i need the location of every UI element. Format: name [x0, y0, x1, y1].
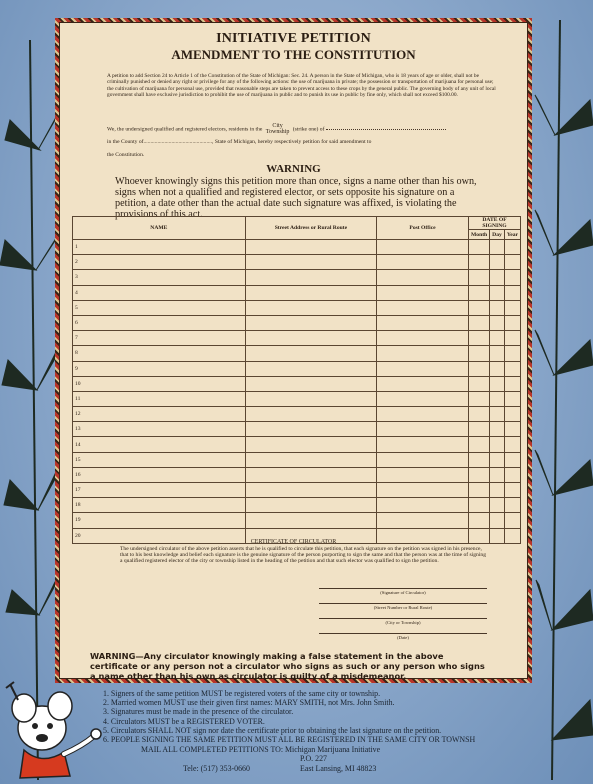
- row-number[interactable]: 5: [73, 300, 246, 315]
- address-cell[interactable]: [245, 240, 376, 255]
- month-cell[interactable]: [469, 240, 490, 255]
- city-fill-line[interactable]: [326, 129, 446, 130]
- phone-number: Tele: (517) 353-0660: [183, 764, 250, 773]
- year-cell[interactable]: [504, 391, 520, 406]
- signature-row[interactable]: [73, 437, 521, 452]
- row-number[interactable]: 2: [73, 255, 246, 270]
- year-cell[interactable]: [504, 300, 520, 315]
- signature-table: [72, 216, 521, 544]
- postoffice-cell[interactable]: [377, 498, 469, 513]
- circulator-signature-line[interactable]: (Signature of Circulator): [319, 588, 487, 595]
- day-cell[interactable]: [490, 270, 505, 285]
- col-day-header: Day: [490, 230, 505, 240]
- month-cell[interactable]: [469, 498, 490, 513]
- row-number[interactable]: 4: [73, 285, 246, 300]
- address-cell[interactable]: [245, 346, 376, 361]
- month-cell[interactable]: [469, 300, 490, 315]
- signature-row[interactable]: [73, 270, 521, 285]
- postoffice-cell[interactable]: [377, 346, 469, 361]
- day-cell[interactable]: [490, 437, 505, 452]
- petition-title: INITIATIVE PETITION: [216, 31, 371, 46]
- month-cell[interactable]: [469, 255, 490, 270]
- warning-heading: WARNING: [266, 163, 321, 175]
- postoffice-cell[interactable]: [377, 437, 469, 452]
- row-number[interactable]: 9: [73, 361, 246, 376]
- address-cell[interactable]: [245, 285, 376, 300]
- resolution-text-a: We, the undersigned qualified and registered electors, residents in the: [107, 126, 263, 133]
- col-address-header: Street Address or Rural Route: [245, 217, 376, 240]
- col-month-header: Month: [469, 230, 490, 240]
- row-number[interactable]: 15: [73, 452, 246, 467]
- year-cell[interactable]: [504, 422, 520, 437]
- year-cell[interactable]: [504, 255, 520, 270]
- signature-row[interactable]: [73, 255, 521, 270]
- address-cell[interactable]: [245, 483, 376, 498]
- circulator-warning: WARNING—Any circulator knowingly making a false statement in the above certificate or any person not a circulator who signs as such or any person who signs a name other than his own as circulator is guilty of a misdemeanor.: [90, 651, 485, 681]
- postoffice-cell[interactable]: [377, 391, 469, 406]
- address-cell[interactable]: [245, 391, 376, 406]
- address-cell[interactable]: [245, 270, 376, 285]
- resolution-line-3: the Constitution.: [107, 152, 145, 158]
- day-cell[interactable]: [490, 513, 505, 528]
- day-cell[interactable]: [490, 407, 505, 422]
- year-cell[interactable]: [504, 285, 520, 300]
- month-cell[interactable]: [469, 452, 490, 467]
- month-cell[interactable]: [469, 361, 490, 376]
- year-cell[interactable]: [504, 437, 520, 452]
- address-cell[interactable]: [245, 437, 376, 452]
- day-cell[interactable]: [490, 285, 505, 300]
- signature-row[interactable]: [73, 331, 521, 346]
- postoffice-cell[interactable]: [377, 270, 469, 285]
- signature-row[interactable]: [73, 483, 521, 498]
- year-cell[interactable]: [504, 331, 520, 346]
- postoffice-cell[interactable]: [377, 376, 469, 391]
- month-cell[interactable]: [469, 376, 490, 391]
- row-number[interactable]: 16: [73, 467, 246, 482]
- row-number[interactable]: 7: [73, 331, 246, 346]
- month-cell[interactable]: [469, 270, 490, 285]
- row-number[interactable]: 10: [73, 376, 246, 391]
- col-postoffice-header: Post Office: [377, 217, 469, 240]
- year-cell[interactable]: [504, 270, 520, 285]
- day-cell[interactable]: [490, 300, 505, 315]
- petition-border-frame: [55, 18, 532, 683]
- instruction-item: 5. Circulators SHALL NOT sign nor date the certificate prior to obtaining the last signature on the petition.: [103, 725, 442, 735]
- day-cell[interactable]: [490, 331, 505, 346]
- city-township-choice: [266, 123, 290, 135]
- row-number[interactable]: 1: [73, 240, 246, 255]
- month-cell[interactable]: [469, 331, 490, 346]
- address-cell[interactable]: [245, 407, 376, 422]
- month-cell[interactable]: [469, 391, 490, 406]
- postoffice-cell[interactable]: [377, 361, 469, 376]
- instruction-item: 3. Signatures must be made in the presence of the circulator.: [103, 707, 294, 717]
- day-cell[interactable]: [490, 483, 505, 498]
- resolution-line-2: in the County of................................................., State of Michigan, hereby respectively petition for said amendment to: [107, 139, 372, 145]
- address-cell[interactable]: [245, 255, 376, 270]
- day-cell[interactable]: [490, 346, 505, 361]
- day-cell[interactable]: [490, 391, 505, 406]
- address-cell[interactable]: [245, 498, 376, 513]
- resolution-text-b: (strike one) of: [292, 126, 325, 133]
- row-number[interactable]: 3: [73, 270, 246, 285]
- signature-row[interactable]: [73, 452, 521, 467]
- month-cell[interactable]: [469, 483, 490, 498]
- year-cell[interactable]: [504, 498, 520, 513]
- day-cell[interactable]: [490, 422, 505, 437]
- month-cell[interactable]: [469, 285, 490, 300]
- address-cell[interactable]: [245, 513, 376, 528]
- year-cell[interactable]: [504, 240, 520, 255]
- year-cell[interactable]: [504, 376, 520, 391]
- postoffice-cell[interactable]: [377, 483, 469, 498]
- month-cell[interactable]: [469, 407, 490, 422]
- address-cell[interactable]: [245, 315, 376, 330]
- postoffice-cell[interactable]: [377, 407, 469, 422]
- postoffice-cell[interactable]: [377, 255, 469, 270]
- circulator-date-line[interactable]: (Date): [319, 633, 487, 640]
- day-cell[interactable]: [490, 467, 505, 482]
- row-number[interactable]: 20: [73, 528, 246, 543]
- postoffice-cell[interactable]: [377, 300, 469, 315]
- address-cell[interactable]: [245, 361, 376, 376]
- postoffice-cell[interactable]: [377, 452, 469, 467]
- address-cell[interactable]: [245, 467, 376, 482]
- month-cell[interactable]: [469, 513, 490, 528]
- certificate-text: The undersigned circulator of the above petition asserts that he is qualified to circulate this petition, that each signature on the petition was signed in his presence, that to his best knowledge and belief each signature is the genuine signature of the person purporting to sign the same and that the person was at the time of signing a qualified registered elector of the city or township listed in the heading of the petition and that such elector was qualified to sign the petition.: [120, 546, 486, 565]
- signature-row[interactable]: [73, 315, 521, 330]
- row-number[interactable]: 8: [73, 346, 246, 361]
- month-cell[interactable]: [469, 315, 490, 330]
- postoffice-cell[interactable]: [377, 315, 469, 330]
- year-cell[interactable]: [504, 452, 520, 467]
- day-cell[interactable]: [490, 240, 505, 255]
- instruction-item: 1. Signers of the same petition MUST be registered voters of the same city or township.: [103, 689, 381, 698]
- postoffice-cell[interactable]: [377, 513, 469, 528]
- year-cell[interactable]: [504, 513, 520, 528]
- day-cell[interactable]: [490, 452, 505, 467]
- signature-row[interactable]: [73, 376, 521, 391]
- postoffice-cell[interactable]: [377, 422, 469, 437]
- circulator-city-line[interactable]: (City or Township): [319, 618, 487, 625]
- month-cell[interactable]: [469, 467, 490, 482]
- month-cell[interactable]: [469, 422, 490, 437]
- row-number[interactable]: 6: [73, 315, 246, 330]
- address-cell[interactable]: [245, 452, 376, 467]
- row-number[interactable]: 13: [73, 422, 246, 437]
- city-label: City: [272, 123, 283, 129]
- col-year-header: Year: [504, 230, 520, 240]
- address-cell[interactable]: [245, 422, 376, 437]
- postoffice-cell[interactable]: [377, 240, 469, 255]
- row-number[interactable]: 11: [73, 391, 246, 406]
- year-cell[interactable]: [504, 483, 520, 498]
- signature-row[interactable]: [73, 300, 521, 315]
- day-cell[interactable]: [490, 498, 505, 513]
- signature-row[interactable]: [73, 498, 521, 513]
- year-cell[interactable]: [504, 361, 520, 376]
- instruction-item: 2. Married women MUST use their given first names: MARY SMITH, not Mrs. John Smith.: [103, 698, 395, 708]
- instruction-item: 6. PEOPLE SIGNING THE SAME PETITION MUST ALL BE REGISTERED IN THE SAME CITY OR TOWNSH: [103, 735, 476, 745]
- postoffice-cell[interactable]: [377, 285, 469, 300]
- day-cell[interactable]: [490, 361, 505, 376]
- signature-row[interactable]: [73, 407, 521, 422]
- township-label: Township: [265, 129, 290, 135]
- day-cell[interactable]: [490, 315, 505, 330]
- petition-instructions: [103, 689, 543, 744]
- instruction-item: 4. Circulators MUST be a REGISTERED VOTER.: [103, 716, 265, 726]
- warning-text: Whoever knowingly signs this petition more than once, signs a name other than his own, signs when not a qualified and registered elector, or sets opposite his signature on a petition, a date other than the actual date such signature was affixed, is violating the provisions of this act.: [115, 176, 477, 220]
- col-date-header: DATE OF SIGNING: [469, 217, 521, 230]
- month-cell[interactable]: [469, 346, 490, 361]
- month-cell[interactable]: [469, 437, 490, 452]
- postoffice-cell[interactable]: [377, 331, 469, 346]
- year-cell[interactable]: [504, 407, 520, 422]
- mailing-instruction: MAIL ALL COMPLETED PETITIONS TO: Michigan Marijuana Initiative: [141, 745, 381, 754]
- signature-row[interactable]: [73, 391, 521, 406]
- petition-form: [59, 22, 528, 679]
- signature-row[interactable]: [73, 513, 521, 528]
- col-name-header: NAME: [73, 217, 246, 240]
- signature-row[interactable]: [73, 285, 521, 300]
- petition-preamble: A petition to add Section 24 to Article 1 of the Constitution of the State of Michigan: Sec. 24. A person in the State of Michigan, who is 18 years of age or older, shall not be criminally punished or denied any right or privilege for any of the following actions: the use of marijuana in private; the possession or transportation of marijuana for personal use; the cultivation of marijuana for personal use, provided that reasonable steps are taken to prevent access to these crops by the general public. The governing body of any unit of local government shall have exclusive jurisdiction to prohibit the use of marijuana in public and to punish its use in public by fine only, which shall not exceed $100.00.: [107, 73, 496, 98]
- signature-row[interactable]: [73, 422, 521, 437]
- row-number[interactable]: 12: [73, 407, 246, 422]
- mailing-city: East Lansing, MI 48823: [300, 764, 377, 773]
- day-cell[interactable]: [490, 376, 505, 391]
- mailing-po-box: P.O. 227: [300, 754, 327, 763]
- circulator-street-line[interactable]: (Street Number or Rural Route): [319, 603, 487, 610]
- signature-row[interactable]: [73, 361, 521, 376]
- signature-row[interactable]: [73, 467, 521, 482]
- row-number[interactable]: 18: [73, 498, 246, 513]
- address-cell[interactable]: [245, 300, 376, 315]
- row-number[interactable]: 19: [73, 513, 246, 528]
- row-number[interactable]: 14: [73, 437, 246, 452]
- petition-subtitle: AMENDMENT TO THE CONSTITUTION: [171, 47, 416, 62]
- signature-row[interactable]: [73, 240, 521, 255]
- signature-row[interactable]: [73, 346, 521, 361]
- address-cell[interactable]: [245, 331, 376, 346]
- postoffice-cell[interactable]: [377, 467, 469, 482]
- address-cell[interactable]: [245, 376, 376, 391]
- year-cell[interactable]: [504, 346, 520, 361]
- year-cell[interactable]: [504, 467, 520, 482]
- day-cell[interactable]: [490, 255, 505, 270]
- row-number[interactable]: 17: [73, 483, 246, 498]
- year-cell[interactable]: [504, 315, 520, 330]
- cartoon-mascot-illustration: [2, 666, 102, 784]
- resolution-line-1: [107, 123, 446, 135]
- certificate-heading: CERTIFICATE OF CIRCULATOR: [250, 539, 337, 545]
